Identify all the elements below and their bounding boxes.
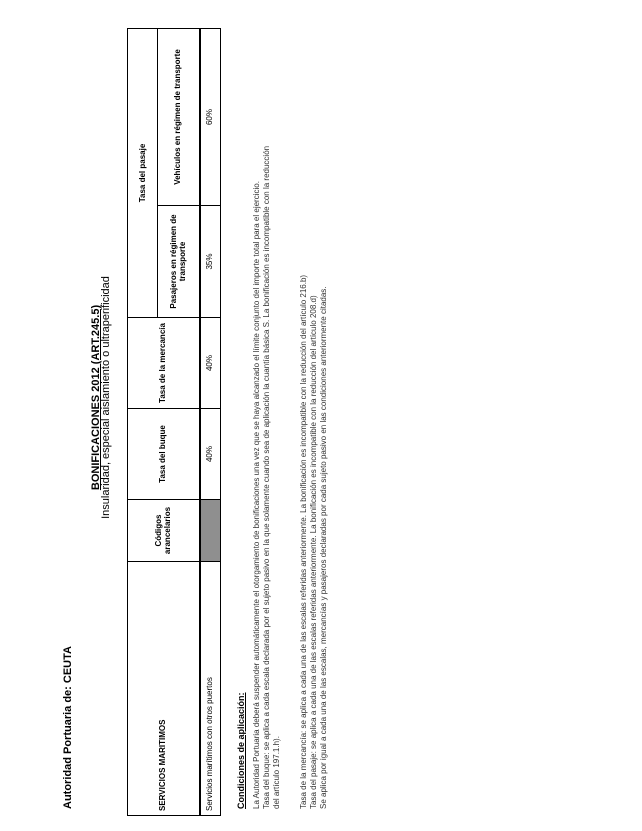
conditions-heading: Condiciones de aplicación: bbox=[236, 692, 246, 809]
cell-pasajeros: 35% bbox=[200, 206, 221, 318]
header-vehiculos: Vehículos en régimen de transporte bbox=[158, 29, 200, 206]
cell-vehiculos: 60% bbox=[200, 29, 221, 206]
condition-line: Tasa del buque: se aplica a cada escala declarada por el sujeto pasivo en la que solamente cuando sea de aplicación la cuantía básica S. La bonificación es incompatible con la reducción bbox=[262, 145, 271, 809]
header-tasa-pasaje: Tasa del pasaje bbox=[128, 29, 158, 318]
table-row bbox=[200, 29, 221, 816]
condition-line: La Autoridad Portuaria deberá suspender automáticamente el otorgamiento de bonificaciones una vez que se haya alcanzado el límite conjunto del importe total para el ejercicio. bbox=[252, 181, 261, 809]
cell-tasa-buque: 40% bbox=[200, 409, 221, 500]
document-title: BONIFICACIONES 2012 (ART.245.5) bbox=[90, 304, 102, 491]
cell-servicio: Servicios marítimos con otros puertos bbox=[200, 562, 221, 816]
cell-tasa-mercancia: 40% bbox=[200, 318, 221, 409]
header-servicios: SERVICIOS MARITIMOS bbox=[128, 562, 200, 816]
document-subtitle: Insularidad, especial aislamiento o ultraperificidad bbox=[100, 276, 112, 519]
header-tasa-mercancia: Tasa de la mercancía bbox=[128, 318, 200, 409]
condition-line: Tasa del pasaje: se aplica a cada una de las escalas referidas anteriormente. La bonificación es incompatible con la reducción del artículo 208.d) bbox=[309, 295, 318, 809]
port-authority-label: Autoridad Portuaria de: CEUTA bbox=[62, 646, 74, 809]
condition-line: del artículo 197.1.h). bbox=[272, 736, 281, 809]
condition-line: Se aplica por igual a cada una de las escalas, mercancías y pasajeros declaradas por cada sujeto pasivo en las condiciones anteriormente citadas. bbox=[319, 286, 328, 809]
header-pasajeros: Pasajeros en régimen de transporte bbox=[158, 206, 200, 318]
bonificaciones-table bbox=[127, 28, 221, 816]
header-codigos: Códigos arancelarios bbox=[128, 500, 200, 562]
header-tasa-buque: Tasa del buque bbox=[128, 409, 200, 500]
condition-line: Tasa de la mercancía: se aplica a cada una de las escalas referidas anteriormente. La bonificación es incompatible con la reducción del artículo 216.b) bbox=[299, 274, 308, 809]
cell-codigos bbox=[200, 500, 221, 562]
